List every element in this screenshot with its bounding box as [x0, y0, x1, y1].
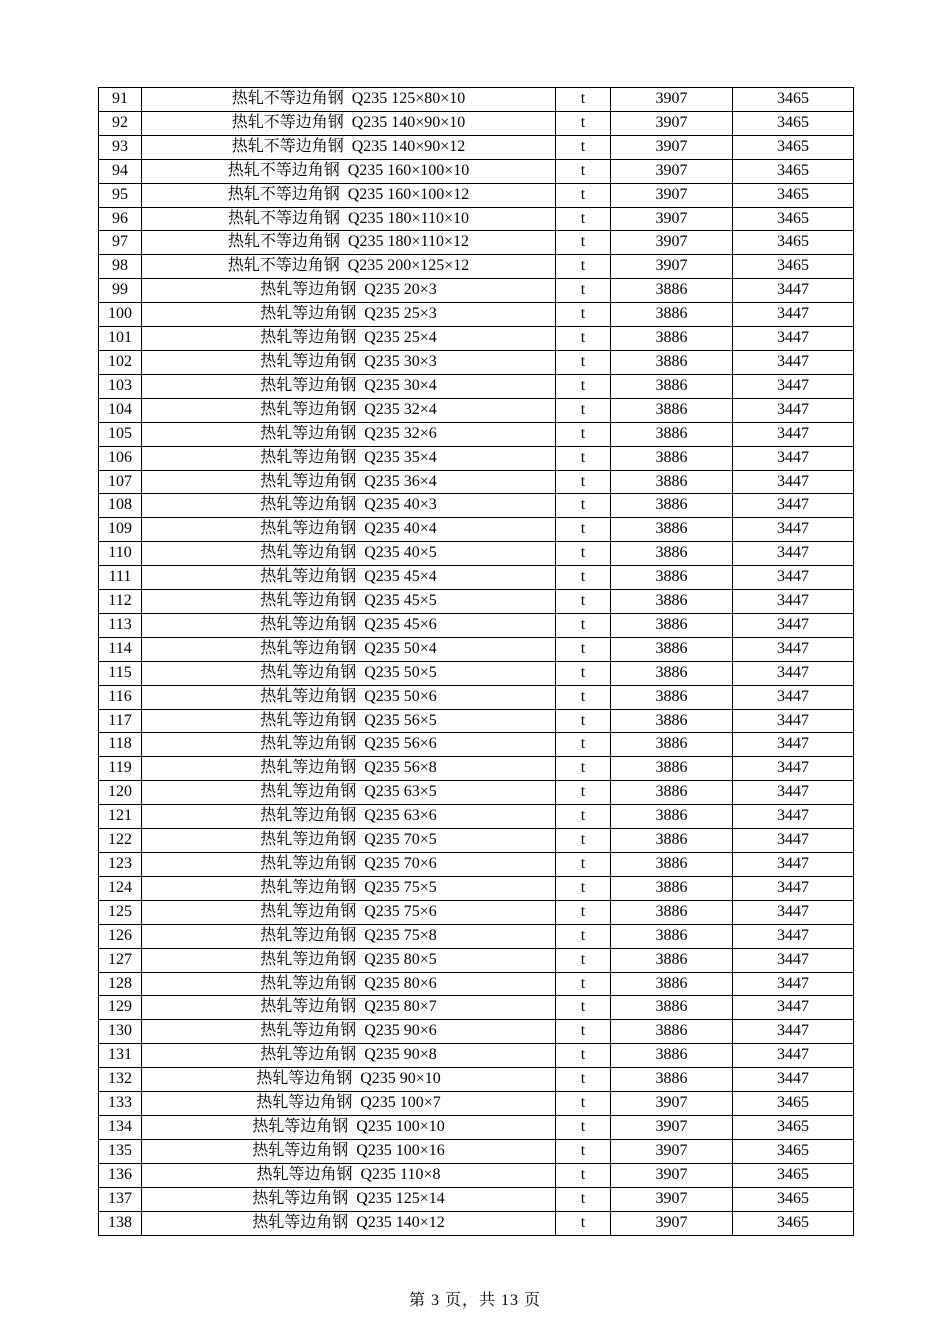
- unit-cell: t: [556, 900, 611, 924]
- price-col5-cell: 3447: [733, 350, 854, 374]
- price-col4-cell: 3886: [611, 590, 733, 614]
- product-name-cell: 热轧等边角钢 Q235 56×6: [142, 733, 556, 757]
- price-col4-cell: 3907: [611, 135, 733, 159]
- product-name-cell: 热轧不等边角钢 Q235 160×100×12: [142, 183, 556, 207]
- page-footer: 第 3 页，共 13 页: [408, 1292, 541, 1309]
- price-col5-cell: 3465: [733, 183, 854, 207]
- row-number-cell: 132: [99, 1068, 142, 1092]
- price-col4-cell: 3907: [611, 1163, 733, 1187]
- unit-cell: t: [556, 111, 611, 135]
- table-row: [99, 590, 854, 614]
- table-row: [99, 685, 854, 709]
- price-col4-cell: 3886: [611, 470, 733, 494]
- unit-cell: t: [556, 183, 611, 207]
- product-name-cell: 热轧等边角钢 Q235 100×10: [142, 1115, 556, 1139]
- table-row: [99, 374, 854, 398]
- table-row: [99, 470, 854, 494]
- price-col4-cell: 3886: [611, 1020, 733, 1044]
- product-name-cell: 热轧等边角钢 Q235 25×3: [142, 303, 556, 327]
- table-row: [99, 900, 854, 924]
- unit-cell: t: [556, 948, 611, 972]
- table-row: [99, 135, 854, 159]
- price-col5-cell: 3465: [733, 88, 854, 112]
- unit-cell: t: [556, 374, 611, 398]
- product-name-cell: 热轧等边角钢 Q235 40×5: [142, 542, 556, 566]
- row-number-cell: 127: [99, 948, 142, 972]
- price-col4-cell: 3907: [611, 1211, 733, 1235]
- table-row: [99, 781, 854, 805]
- unit-cell: t: [556, 88, 611, 112]
- unit-cell: t: [556, 1020, 611, 1044]
- unit-cell: t: [556, 613, 611, 637]
- row-number-cell: 117: [99, 709, 142, 733]
- price-col4-cell: 3886: [611, 1044, 733, 1068]
- row-number-cell: 136: [99, 1163, 142, 1187]
- product-name-cell: 热轧不等边角钢 Q235 180×110×12: [142, 231, 556, 255]
- table-row: [99, 1068, 854, 1092]
- table-row: [99, 829, 854, 853]
- product-name-cell: 热轧等边角钢 Q235 45×4: [142, 566, 556, 590]
- row-number-cell: 105: [99, 422, 142, 446]
- price-table-container: [98, 87, 854, 1236]
- unit-cell: t: [556, 733, 611, 757]
- price-col4-cell: 3907: [611, 231, 733, 255]
- product-name-cell: 热轧等边角钢 Q235 75×8: [142, 924, 556, 948]
- product-name-cell: 热轧等边角钢 Q235 75×5: [142, 876, 556, 900]
- price-col5-cell: 3447: [733, 900, 854, 924]
- unit-cell: t: [556, 207, 611, 231]
- unit-cell: t: [556, 876, 611, 900]
- table-row: [99, 972, 854, 996]
- price-col4-cell: 3907: [611, 159, 733, 183]
- price-col4-cell: 3886: [611, 1068, 733, 1092]
- product-name-cell: 热轧不等边角钢 Q235 180×110×10: [142, 207, 556, 231]
- row-number-cell: 131: [99, 1044, 142, 1068]
- table-row: [99, 661, 854, 685]
- table-row: [99, 111, 854, 135]
- price-col5-cell: 3447: [733, 637, 854, 661]
- price-col5-cell: 3465: [733, 1163, 854, 1187]
- row-number-cell: 106: [99, 446, 142, 470]
- product-name-cell: 热轧不等边角钢 Q235 125×80×10: [142, 88, 556, 112]
- price-col5-cell: 3465: [733, 1139, 854, 1163]
- price-col4-cell: 3886: [611, 900, 733, 924]
- row-number-cell: 130: [99, 1020, 142, 1044]
- price-col5-cell: 3447: [733, 948, 854, 972]
- unit-cell: t: [556, 757, 611, 781]
- row-number-cell: 92: [99, 111, 142, 135]
- price-col4-cell: 3886: [611, 924, 733, 948]
- table-row: [99, 207, 854, 231]
- unit-cell: t: [556, 279, 611, 303]
- product-name-cell: 热轧等边角钢 Q235 32×6: [142, 422, 556, 446]
- row-number-cell: 122: [99, 829, 142, 853]
- table-row: [99, 1115, 854, 1139]
- price-col4-cell: 3907: [611, 183, 733, 207]
- price-col4-cell: 3907: [611, 255, 733, 279]
- table-row: [99, 303, 854, 327]
- price-col5-cell: 3447: [733, 398, 854, 422]
- price-col4-cell: 3886: [611, 398, 733, 422]
- table-row: [99, 924, 854, 948]
- table-row: [99, 613, 854, 637]
- price-col4-cell: 3886: [611, 757, 733, 781]
- price-col5-cell: 3447: [733, 303, 854, 327]
- unit-cell: t: [556, 327, 611, 351]
- price-col4-cell: 3886: [611, 709, 733, 733]
- unit-cell: t: [556, 805, 611, 829]
- table-row: [99, 805, 854, 829]
- unit-cell: t: [556, 422, 611, 446]
- price-col5-cell: 3447: [733, 1044, 854, 1068]
- row-number-cell: 128: [99, 972, 142, 996]
- price-col4-cell: 3886: [611, 733, 733, 757]
- row-number-cell: 98: [99, 255, 142, 279]
- price-col4-cell: 3886: [611, 661, 733, 685]
- price-col4-cell: 3886: [611, 303, 733, 327]
- unit-cell: t: [556, 661, 611, 685]
- row-number-cell: 123: [99, 853, 142, 877]
- table-row: [99, 637, 854, 661]
- price-col5-cell: 3447: [733, 590, 854, 614]
- table-row: [99, 1211, 854, 1235]
- row-number-cell: 96: [99, 207, 142, 231]
- price-col4-cell: 3907: [611, 1115, 733, 1139]
- table-row: [99, 398, 854, 422]
- price-col5-cell: 3465: [733, 231, 854, 255]
- product-name-cell: 热轧等边角钢 Q235 50×6: [142, 685, 556, 709]
- product-name-cell: 热轧不等边角钢 Q235 140×90×10: [142, 111, 556, 135]
- unit-cell: t: [556, 972, 611, 996]
- price-col4-cell: 3886: [611, 948, 733, 972]
- product-name-cell: 热轧等边角钢 Q235 110×8: [142, 1163, 556, 1187]
- unit-cell: t: [556, 1044, 611, 1068]
- price-col5-cell: 3465: [733, 111, 854, 135]
- table-row: [99, 733, 854, 757]
- table-row: [99, 159, 854, 183]
- price-col5-cell: 3447: [733, 685, 854, 709]
- price-col4-cell: 3886: [611, 350, 733, 374]
- price-col4-cell: 3886: [611, 327, 733, 351]
- price-col4-cell: 3886: [611, 542, 733, 566]
- price-col5-cell: 3447: [733, 805, 854, 829]
- price-col5-cell: 3447: [733, 566, 854, 590]
- unit-cell: t: [556, 685, 611, 709]
- price-col5-cell: 3447: [733, 757, 854, 781]
- price-col4-cell: 3886: [611, 876, 733, 900]
- price-col5-cell: 3447: [733, 422, 854, 446]
- row-number-cell: 91: [99, 88, 142, 112]
- unit-cell: t: [556, 781, 611, 805]
- row-number-cell: 134: [99, 1115, 142, 1139]
- table-row: [99, 494, 854, 518]
- price-col5-cell: 3465: [733, 1115, 854, 1139]
- table-row: [99, 876, 854, 900]
- table-row: [99, 948, 854, 972]
- price-col5-cell: 3447: [733, 1068, 854, 1092]
- price-col4-cell: 3886: [611, 972, 733, 996]
- row-number-cell: 103: [99, 374, 142, 398]
- price-col4-cell: 3907: [611, 1092, 733, 1116]
- price-col5-cell: 3447: [733, 733, 854, 757]
- product-name-cell: 热轧等边角钢 Q235 50×4: [142, 637, 556, 661]
- price-col5-cell: 3447: [733, 327, 854, 351]
- product-name-cell: 热轧等边角钢 Q235 90×6: [142, 1020, 556, 1044]
- price-table: [98, 87, 854, 1236]
- row-number-cell: 104: [99, 398, 142, 422]
- row-number-cell: 107: [99, 470, 142, 494]
- product-name-cell: 热轧等边角钢 Q235 63×6: [142, 805, 556, 829]
- price-table-body: [99, 88, 854, 1236]
- price-col4-cell: 3886: [611, 805, 733, 829]
- unit-cell: t: [556, 1092, 611, 1116]
- table-row: [99, 1092, 854, 1116]
- unit-cell: t: [556, 853, 611, 877]
- price-col4-cell: 3886: [611, 996, 733, 1020]
- price-col5-cell: 3447: [733, 494, 854, 518]
- row-number-cell: 124: [99, 876, 142, 900]
- unit-cell: t: [556, 1211, 611, 1235]
- product-name-cell: 热轧等边角钢 Q235 45×5: [142, 590, 556, 614]
- product-name-cell: 热轧等边角钢 Q235 25×4: [142, 327, 556, 351]
- unit-cell: t: [556, 1139, 611, 1163]
- unit-cell: t: [556, 470, 611, 494]
- product-name-cell: 热轧等边角钢 Q235 56×5: [142, 709, 556, 733]
- price-col5-cell: 3447: [733, 709, 854, 733]
- price-col5-cell: 3447: [733, 446, 854, 470]
- row-number-cell: 112: [99, 590, 142, 614]
- row-number-cell: 129: [99, 996, 142, 1020]
- row-number-cell: 115: [99, 661, 142, 685]
- unit-cell: t: [556, 231, 611, 255]
- unit-cell: t: [556, 566, 611, 590]
- price-col4-cell: 3886: [611, 829, 733, 853]
- price-col4-cell: 3907: [611, 1139, 733, 1163]
- price-col5-cell: 3447: [733, 470, 854, 494]
- price-col4-cell: 3886: [611, 374, 733, 398]
- price-col4-cell: 3907: [611, 88, 733, 112]
- product-name-cell: 热轧不等边角钢 Q235 140×90×12: [142, 135, 556, 159]
- price-col5-cell: 3447: [733, 542, 854, 566]
- product-name-cell: 热轧等边角钢 Q235 140×12: [142, 1211, 556, 1235]
- price-col5-cell: 3447: [733, 279, 854, 303]
- product-name-cell: 热轧等边角钢 Q235 32×4: [142, 398, 556, 422]
- table-row: [99, 350, 854, 374]
- product-name-cell: 热轧等边角钢 Q235 30×3: [142, 350, 556, 374]
- row-number-cell: 100: [99, 303, 142, 327]
- product-name-cell: 热轧等边角钢 Q235 50×5: [142, 661, 556, 685]
- unit-cell: t: [556, 709, 611, 733]
- product-name-cell: 热轧等边角钢 Q235 125×14: [142, 1187, 556, 1211]
- product-name-cell: 热轧等边角钢 Q235 100×7: [142, 1092, 556, 1116]
- row-number-cell: 133: [99, 1092, 142, 1116]
- unit-cell: t: [556, 924, 611, 948]
- price-col5-cell: 3465: [733, 207, 854, 231]
- price-col5-cell: 3447: [733, 613, 854, 637]
- product-name-cell: 热轧等边角钢 Q235 30×4: [142, 374, 556, 398]
- row-number-cell: 94: [99, 159, 142, 183]
- price-col5-cell: 3447: [733, 829, 854, 853]
- product-name-cell: 热轧不等边角钢 Q235 200×125×12: [142, 255, 556, 279]
- unit-cell: t: [556, 1163, 611, 1187]
- unit-cell: t: [556, 350, 611, 374]
- table-row: [99, 518, 854, 542]
- row-number-cell: 118: [99, 733, 142, 757]
- row-number-cell: 93: [99, 135, 142, 159]
- price-col4-cell: 3907: [611, 1187, 733, 1211]
- row-number-cell: 109: [99, 518, 142, 542]
- table-row: [99, 255, 854, 279]
- row-number-cell: 110: [99, 542, 142, 566]
- price-col5-cell: 3447: [733, 374, 854, 398]
- product-name-cell: 热轧等边角钢 Q235 56×8: [142, 757, 556, 781]
- price-col4-cell: 3886: [611, 781, 733, 805]
- table-row: [99, 566, 854, 590]
- table-row: [99, 327, 854, 351]
- product-name-cell: 热轧等边角钢 Q235 63×5: [142, 781, 556, 805]
- table-row: [99, 279, 854, 303]
- price-col4-cell: 3886: [611, 566, 733, 590]
- table-row: [99, 422, 854, 446]
- table-row: [99, 1020, 854, 1044]
- price-col5-cell: 3465: [733, 255, 854, 279]
- unit-cell: t: [556, 518, 611, 542]
- unit-cell: t: [556, 398, 611, 422]
- product-name-cell: 热轧等边角钢 Q235 90×10: [142, 1068, 556, 1092]
- unit-cell: t: [556, 135, 611, 159]
- product-name-cell: 热轧等边角钢 Q235 90×8: [142, 1044, 556, 1068]
- unit-cell: t: [556, 1187, 611, 1211]
- unit-cell: t: [556, 255, 611, 279]
- product-name-cell: 热轧等边角钢 Q235 80×6: [142, 972, 556, 996]
- unit-cell: t: [556, 494, 611, 518]
- row-number-cell: 116: [99, 685, 142, 709]
- price-col4-cell: 3886: [611, 637, 733, 661]
- row-number-cell: 138: [99, 1211, 142, 1235]
- price-col5-cell: 3447: [733, 661, 854, 685]
- product-name-cell: 热轧等边角钢 Q235 80×7: [142, 996, 556, 1020]
- product-name-cell: 热轧等边角钢 Q235 20×3: [142, 279, 556, 303]
- row-number-cell: 111: [99, 566, 142, 590]
- row-number-cell: 113: [99, 613, 142, 637]
- price-col5-cell: 3447: [733, 781, 854, 805]
- row-number-cell: 120: [99, 781, 142, 805]
- price-col4-cell: 3886: [611, 494, 733, 518]
- row-number-cell: 99: [99, 279, 142, 303]
- product-name-cell: 热轧等边角钢 Q235 100×16: [142, 1139, 556, 1163]
- price-col5-cell: 3447: [733, 1020, 854, 1044]
- table-row: [99, 231, 854, 255]
- row-number-cell: 125: [99, 900, 142, 924]
- table-row: [99, 996, 854, 1020]
- price-col5-cell: 3447: [733, 876, 854, 900]
- price-col5-cell: 3447: [733, 853, 854, 877]
- unit-cell: t: [556, 542, 611, 566]
- price-col4-cell: 3907: [611, 111, 733, 135]
- price-col5-cell: 3447: [733, 996, 854, 1020]
- price-col5-cell: 3465: [733, 1211, 854, 1235]
- unit-cell: t: [556, 303, 611, 327]
- row-number-cell: 114: [99, 637, 142, 661]
- row-number-cell: 119: [99, 757, 142, 781]
- price-col4-cell: 3886: [611, 446, 733, 470]
- unit-cell: t: [556, 446, 611, 470]
- unit-cell: t: [556, 590, 611, 614]
- price-col4-cell: 3886: [611, 518, 733, 542]
- unit-cell: t: [556, 1068, 611, 1092]
- product-name-cell: 热轧等边角钢 Q235 35×4: [142, 446, 556, 470]
- table-row: [99, 1163, 854, 1187]
- price-col5-cell: 3465: [733, 159, 854, 183]
- table-row: [99, 88, 854, 112]
- price-col5-cell: 3465: [733, 1092, 854, 1116]
- table-row: [99, 1187, 854, 1211]
- product-name-cell: 热轧等边角钢 Q235 70×6: [142, 853, 556, 877]
- unit-cell: t: [556, 159, 611, 183]
- table-row: [99, 853, 854, 877]
- row-number-cell: 102: [99, 350, 142, 374]
- table-row: [99, 709, 854, 733]
- row-number-cell: 101: [99, 327, 142, 351]
- row-number-cell: 95: [99, 183, 142, 207]
- row-number-cell: 137: [99, 1187, 142, 1211]
- row-number-cell: 108: [99, 494, 142, 518]
- price-col5-cell: 3447: [733, 972, 854, 996]
- table-row: [99, 446, 854, 470]
- table-row: [99, 542, 854, 566]
- product-name-cell: 热轧等边角钢 Q235 40×3: [142, 494, 556, 518]
- product-name-cell: 热轧不等边角钢 Q235 160×100×10: [142, 159, 556, 183]
- table-row: [99, 1044, 854, 1068]
- product-name-cell: 热轧等边角钢 Q235 45×6: [142, 613, 556, 637]
- unit-cell: t: [556, 1115, 611, 1139]
- table-row: [99, 1139, 854, 1163]
- product-name-cell: 热轧等边角钢 Q235 40×4: [142, 518, 556, 542]
- table-row: [99, 757, 854, 781]
- unit-cell: t: [556, 637, 611, 661]
- table-row: [99, 183, 854, 207]
- price-col4-cell: 3886: [611, 613, 733, 637]
- price-col5-cell: 3465: [733, 135, 854, 159]
- price-col5-cell: 3447: [733, 518, 854, 542]
- price-col4-cell: 3886: [611, 422, 733, 446]
- row-number-cell: 97: [99, 231, 142, 255]
- price-col5-cell: 3447: [733, 924, 854, 948]
- row-number-cell: 121: [99, 805, 142, 829]
- product-name-cell: 热轧等边角钢 Q235 80×5: [142, 948, 556, 972]
- unit-cell: t: [556, 996, 611, 1020]
- row-number-cell: 126: [99, 924, 142, 948]
- price-col5-cell: 3465: [733, 1187, 854, 1211]
- product-name-cell: 热轧等边角钢 Q235 70×5: [142, 829, 556, 853]
- unit-cell: t: [556, 829, 611, 853]
- price-col4-cell: 3886: [611, 279, 733, 303]
- price-col4-cell: 3907: [611, 207, 733, 231]
- row-number-cell: 135: [99, 1139, 142, 1163]
- product-name-cell: 热轧等边角钢 Q235 36×4: [142, 470, 556, 494]
- price-col4-cell: 3886: [611, 853, 733, 877]
- product-name-cell: 热轧等边角钢 Q235 75×6: [142, 900, 556, 924]
- price-col4-cell: 3886: [611, 685, 733, 709]
